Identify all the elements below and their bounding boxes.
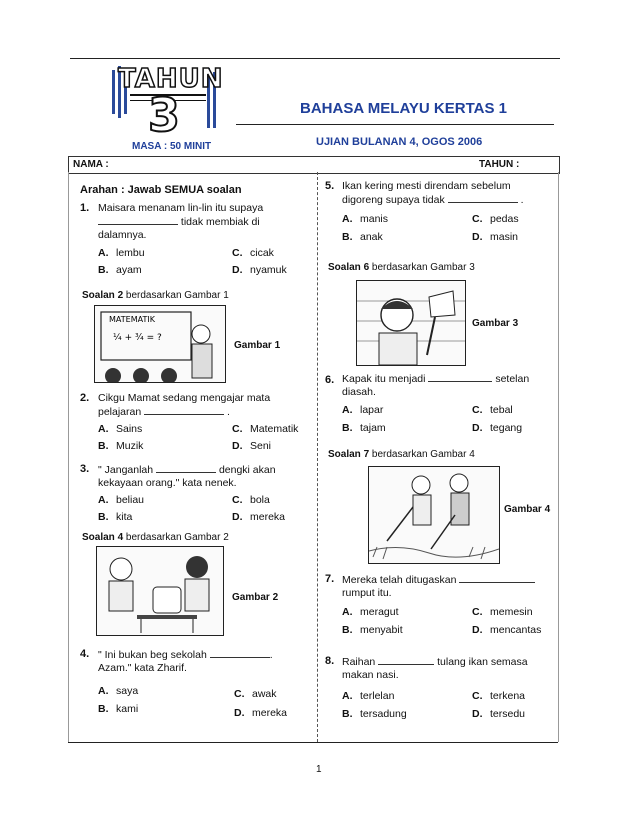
q3-line1b: dengki akan <box>218 464 276 476</box>
option-value: Muzik <box>116 440 144 452</box>
q2-option-c[interactable] <box>232 423 298 435</box>
paper-title: BAHASA MELAYU KERTAS 1 <box>300 100 507 117</box>
q4-option-b[interactable] <box>98 703 138 715</box>
option-value: beliau <box>116 494 145 506</box>
q6-text <box>342 372 552 399</box>
option-key: C. <box>234 688 245 700</box>
option-key: B. <box>342 708 353 720</box>
option-key: B. <box>98 511 109 523</box>
q1-option-d[interactable] <box>232 264 287 276</box>
option-value: mereka <box>252 707 288 719</box>
option-value: anak <box>360 231 383 243</box>
q8-option-a[interactable] <box>342 690 394 702</box>
option-value: tersedu <box>490 708 526 720</box>
q3-option-a[interactable] <box>98 494 144 506</box>
option-key: C. <box>232 423 243 435</box>
q6-option-c[interactable] <box>472 404 513 416</box>
figure-1 <box>94 305 226 383</box>
q1-line3: dalamnya. <box>98 229 147 241</box>
left-border <box>68 172 69 742</box>
board-text: MATEMATIK <box>109 315 155 324</box>
option-value: Seni <box>250 440 272 452</box>
figure-3 <box>356 280 466 366</box>
option-value: kami <box>116 703 139 715</box>
option-key: A. <box>98 423 109 435</box>
man-axe-illustration-icon <box>357 281 465 365</box>
q7-blank <box>459 573 535 583</box>
section-rest: berdasarkan Gambar 2 <box>123 532 229 543</box>
option-value: kita <box>116 511 133 523</box>
option-value: cicak <box>250 247 274 259</box>
figure-2-caption: Gambar 2 <box>232 592 279 603</box>
figure-3-caption: Gambar 3 <box>472 318 519 329</box>
name-bar <box>68 156 560 174</box>
q8-option-d[interactable] <box>472 708 525 720</box>
q6-option-b[interactable] <box>342 422 386 434</box>
figure-2 <box>96 546 224 636</box>
q3-line2: kekayaan orang." kata nenek. <box>98 477 237 489</box>
option-value: manis <box>360 213 389 225</box>
section-7-label <box>328 449 475 460</box>
q4-option-a[interactable] <box>98 685 138 697</box>
q5-line1: Ikan kering mesti direndam sebelum <box>342 180 511 192</box>
q7-line1: Mereka telah ditugaskan <box>342 574 457 586</box>
page-number: 1 <box>316 764 322 775</box>
q4-number: 4. <box>80 648 90 660</box>
q6-option-d[interactable] <box>472 422 522 434</box>
section-rest: berdasarkan Gambar 3 <box>369 262 475 273</box>
q1-blank <box>98 215 178 225</box>
q6-option-a[interactable] <box>342 404 383 416</box>
option-key: B. <box>98 703 109 715</box>
section-4-label <box>82 532 229 543</box>
instruction: Arahan : Jawab SEMUA soalan <box>80 184 242 196</box>
option-key: A. <box>342 690 353 702</box>
option-value: Sains <box>116 423 143 435</box>
q3-blank <box>156 463 216 473</box>
option-value: Matematik <box>250 423 299 435</box>
option-value: menyabit <box>360 624 403 636</box>
top-rule <box>70 58 560 59</box>
q1-text <box>98 202 308 242</box>
q8-number: 8. <box>325 655 335 667</box>
option-value: lembu <box>116 247 145 259</box>
q4-option-d[interactable] <box>234 707 287 719</box>
section-2-label <box>82 290 229 301</box>
option-value: awak <box>252 688 277 700</box>
q2-blank <box>144 405 224 415</box>
right-border <box>558 172 559 742</box>
q2-number: 2. <box>80 392 90 404</box>
q1-option-c[interactable] <box>232 247 274 259</box>
title-rule <box>236 124 554 125</box>
option-value: tajam <box>360 422 386 434</box>
option-key: C. <box>472 404 483 416</box>
figure-1-caption: Gambar 1 <box>234 340 281 351</box>
option-value: terkena <box>490 690 526 702</box>
q8-line1b: tulang ikan semasa <box>437 656 528 668</box>
option-key: C. <box>472 690 483 702</box>
teacher-illustration-icon <box>95 306 225 382</box>
q7-option-b[interactable] <box>342 624 403 636</box>
option-value: saya <box>116 685 139 697</box>
option-key: D. <box>472 624 483 636</box>
q7-option-a[interactable] <box>342 606 399 618</box>
q3-line1a: " Janganlah <box>98 464 154 476</box>
option-key: A. <box>98 247 109 259</box>
q7-option-d[interactable] <box>472 624 541 636</box>
option-value: lapar <box>360 404 384 416</box>
q3-text <box>98 463 308 490</box>
option-key: B. <box>342 624 353 636</box>
q1-line1: Maisara menanam lin-lin itu supaya <box>98 202 264 214</box>
q5-option-d[interactable] <box>472 231 518 243</box>
bottom-rule <box>68 742 558 743</box>
option-key: C. <box>472 213 483 225</box>
option-value: pedas <box>490 213 519 225</box>
q8-option-c[interactable] <box>472 690 525 702</box>
option-key: A. <box>342 213 353 225</box>
q6-number: 6. <box>325 374 335 386</box>
option-key: D. <box>472 708 483 720</box>
option-value: bola <box>250 494 270 506</box>
option-value: meragut <box>360 606 399 618</box>
option-value: tegang <box>490 422 523 434</box>
q5-line2: digoreng supaya tidak <box>342 194 445 206</box>
option-value: masin <box>490 231 519 243</box>
q1-number: 1. <box>80 202 90 214</box>
option-value: tebal <box>490 404 513 416</box>
q3-option-c[interactable] <box>232 494 270 506</box>
q8-option-b[interactable] <box>342 708 407 720</box>
q4-option-c[interactable] <box>234 688 277 700</box>
option-key: B. <box>342 231 353 243</box>
logo-word: TAHUN <box>118 64 224 94</box>
option-key: D. <box>232 264 243 276</box>
option-key: D. <box>234 707 245 719</box>
q6-line1b: setelan <box>495 373 530 385</box>
q3-option-b[interactable] <box>98 511 132 523</box>
section-rest: berdasarkan Gambar 4 <box>369 449 475 460</box>
q7-option-c[interactable] <box>472 606 533 618</box>
q4-line1: " Ini bukan beg sekolah <box>98 649 207 661</box>
option-value: mencantas <box>490 624 542 636</box>
q7-text <box>342 573 552 600</box>
q7-line2: rumput itu. <box>342 587 392 599</box>
q6-line2: diasah. <box>342 386 376 398</box>
option-key: D. <box>472 231 483 243</box>
q5-blank <box>448 193 518 203</box>
q8-text <box>342 655 556 682</box>
q2-option-b[interactable] <box>98 440 143 452</box>
q5-option-c[interactable] <box>472 213 519 225</box>
q3-option-d[interactable] <box>232 511 285 523</box>
option-key: D. <box>232 511 243 523</box>
section-bold: Soalan 7 <box>328 449 370 460</box>
q6-line1a: Kapak itu menjadi <box>342 373 426 385</box>
svg-text:¼ + ¾ = ?: ¼ + ¾ = ? <box>113 333 162 343</box>
q8-blank <box>378 655 434 665</box>
option-value: ayam <box>116 264 142 276</box>
section-6-label <box>328 262 475 273</box>
q4-line2: Azam." kata Zharif. <box>98 662 187 674</box>
q2-text: Cikgu Mamat sedang mengajar mata pelajaran . <box>98 392 271 418</box>
workers-cutting-grass-icon <box>369 467 499 563</box>
q2-line2: pelajaran <box>98 406 142 418</box>
section-bold: Soalan 4 <box>82 532 124 543</box>
q3-number: 3. <box>80 463 90 475</box>
q5-text: Ikan kering mesti direndam sebelum digoreng supaya tidak . <box>342 180 524 206</box>
year-logo <box>110 64 224 142</box>
option-key: B. <box>98 264 109 276</box>
option-key: C. <box>232 494 243 506</box>
figure-4 <box>368 466 500 564</box>
q8-line1a: Raihan <box>342 656 376 668</box>
q8-line2: makan nasi. <box>342 669 399 681</box>
name-label: NAMA : <box>73 159 109 170</box>
year-label: TAHUN : <box>479 159 520 170</box>
q1-option-b[interactable] <box>98 264 142 276</box>
option-key: A. <box>98 494 109 506</box>
option-key: C. <box>232 247 243 259</box>
option-key: D. <box>472 422 483 434</box>
q2-option-a[interactable] <box>98 423 142 435</box>
boys-bag-illustration-icon <box>97 547 223 635</box>
exam-subtitle: UJIAN BULANAN 4, OGOS 2006 <box>316 136 483 148</box>
q5-option-a[interactable] <box>342 213 388 225</box>
option-value: tersadung <box>360 708 407 720</box>
option-value: nyamuk <box>250 264 287 276</box>
option-value: memesin <box>490 606 533 618</box>
option-key: A. <box>342 606 353 618</box>
column-divider <box>317 172 318 742</box>
q5-option-b[interactable] <box>342 231 383 243</box>
option-key: A. <box>98 685 109 697</box>
option-key: D. <box>232 440 243 452</box>
q1-option-a[interactable] <box>98 247 145 259</box>
q2-line1: Cikgu Mamat sedang mengajar mata <box>98 392 271 404</box>
exam-duration: MASA : 50 MINIT <box>132 141 212 152</box>
logo-number: 3 <box>148 88 181 142</box>
section-bold: Soalan 6 <box>328 262 370 273</box>
q1-line2: tidak membiak di <box>180 216 260 228</box>
q2-option-d[interactable] <box>232 440 271 452</box>
option-value: terlelan <box>360 690 395 702</box>
q4-text: " Ini bukan beg sekolah . Azam." kata Zharif. <box>98 649 273 674</box>
option-key: B. <box>342 422 353 434</box>
section-bold: Soalan 2 <box>82 290 124 301</box>
option-key: B. <box>98 440 109 452</box>
q4-blank <box>210 648 270 658</box>
q6-blank <box>428 372 492 382</box>
q5-number: 5. <box>325 180 335 192</box>
figure-4-caption: Gambar 4 <box>504 504 551 515</box>
option-key: C. <box>472 606 483 618</box>
option-value: mereka <box>250 511 286 523</box>
option-key: A. <box>342 404 353 416</box>
q7-number: 7. <box>325 573 335 585</box>
section-rest: berdasarkan Gambar 1 <box>123 290 229 301</box>
